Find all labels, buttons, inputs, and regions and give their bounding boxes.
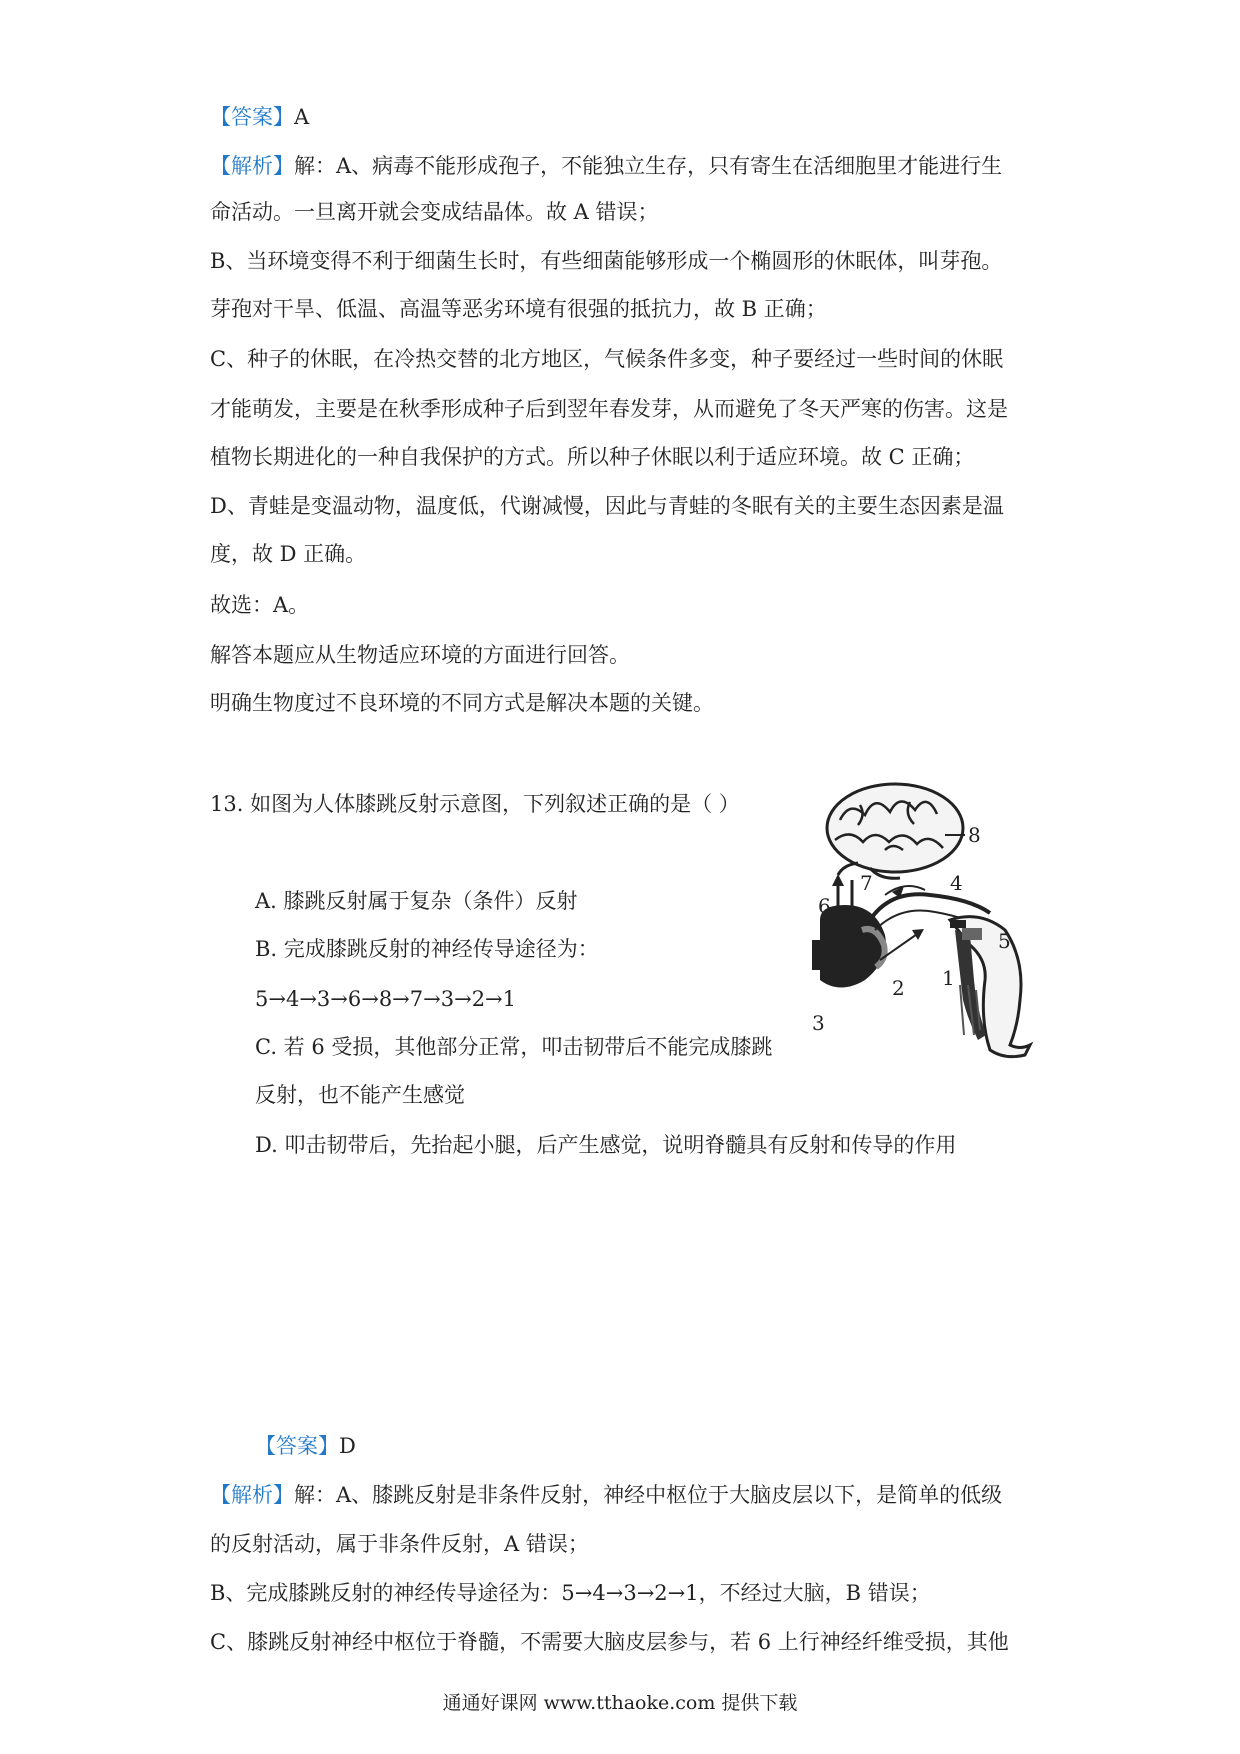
answer-value: A <box>294 105 310 129</box>
paragraph-line: 明确生物度过不良环境的不同方式是解决本题的关键。 <box>210 691 714 715</box>
answer-line-2 <box>255 1432 356 1460</box>
label-7: 7 <box>860 871 873 895</box>
option-a: A. 膝跳反射属于复杂（条件）反射 <box>255 889 578 913</box>
label-1: 1 <box>942 966 955 990</box>
label-3: 3 <box>812 1011 825 1035</box>
paragraph-line: 才能萌发，主要是在秋季形成种子后到翌年春发芽，从而避免了冬天严寒的伤害。这是 <box>210 397 1008 421</box>
analysis-label: 【解析】 <box>210 1483 294 1507</box>
analysis-label: 【解析】 <box>210 154 294 178</box>
paragraph-line: B、当环境变得不利于细菌生长时，有些细菌能够形成一个椭圆形的休眠体，叫芽孢。 <box>210 249 1003 273</box>
paragraph-line: 故选：A。 <box>210 593 310 617</box>
label-8: 8 <box>968 823 981 847</box>
paragraph-line: B、完成膝跳反射的神经传导途径为：5→4→3→2→1，不经过大脑，B 错误； <box>210 1581 931 1605</box>
paragraph-line: C、膝跳反射神经中枢位于脊髓，不需要大脑皮层参与，若 6 上行神经纤维受损，其他 <box>210 1630 1009 1654</box>
label-5: 5 <box>998 929 1011 953</box>
paragraph-line: 芽孢对干旱、低温、高温等恶劣环境有很强的抵抗力，故 B 正确； <box>210 297 827 321</box>
option-b: B. 完成膝跳反射的神经传导途径为： <box>255 937 599 961</box>
knee-jerk-reflex-diagram <box>800 780 1040 1060</box>
option-b-path: 5→4→3→6→8→7→3→2→1 <box>255 987 517 1011</box>
option-d: D. 叩击韧带后，先抬起小腿，后产生感觉，说明脊髓具有反射和传导的作用 <box>255 1133 957 1157</box>
page-footer: 通通好课网 www.tthaoke.com 提供下载 <box>442 1692 798 1714</box>
answer-label: 【答案】 <box>255 1434 339 1458</box>
analysis-line <box>210 152 1002 180</box>
paragraph-line: 度，故 D 正确。 <box>210 542 367 566</box>
paragraph-line: C、种子的休眠，在冷热交替的北方地区，气候条件多变，种子要经过一些时间的休眠 <box>210 347 1004 371</box>
paragraph-line: 的反射活动，属于非条件反射，A 错误； <box>210 1532 589 1556</box>
analysis-text: 解：A、膝跳反射是非条件反射，神经中枢位于大脑皮层以下，是简单的低级 <box>294 1483 1003 1507</box>
option-c-cont: 反射，也不能产生感觉 <box>255 1083 465 1107</box>
leg-illustration <box>950 917 1030 1057</box>
label-4: 4 <box>950 871 963 895</box>
paragraph-line: 植物长期进化的一种自我保护的方式。所以种子休眠以利于适应环境。故 C 正确； <box>210 445 975 469</box>
answer-value: D <box>339 1434 356 1458</box>
answer-label: 【答案】 <box>210 105 294 129</box>
option-c: C. 若 6 受损，其他部分正常，叩击韧带后不能完成膝跳 <box>255 1035 773 1059</box>
paragraph-line: 解答本题应从生物适应环境的方面进行回答。 <box>210 643 630 667</box>
paragraph-line: D、青蛙是变温动物，温度低，代谢减慢，因此与青蛙的冬眠有关的主要生态因素是温 <box>210 494 1004 518</box>
label-6: 6 <box>818 894 831 918</box>
paragraph-line: 命活动。一旦离开就会变成结晶体。故 A 错误； <box>210 200 659 224</box>
brain-illustration <box>827 784 963 878</box>
label-2: 2 <box>892 976 905 1000</box>
answer-line-1 <box>210 103 309 131</box>
analysis-text: 解：A、病毒不能形成孢子，不能独立生存，只有寄生在活细胞里才能进行生 <box>294 154 1003 178</box>
question-13-stem: 13. 如图为人体膝跳反射示意图，下列叙述正确的是（ ） <box>210 792 740 816</box>
analysis-line <box>210 1481 1002 1509</box>
